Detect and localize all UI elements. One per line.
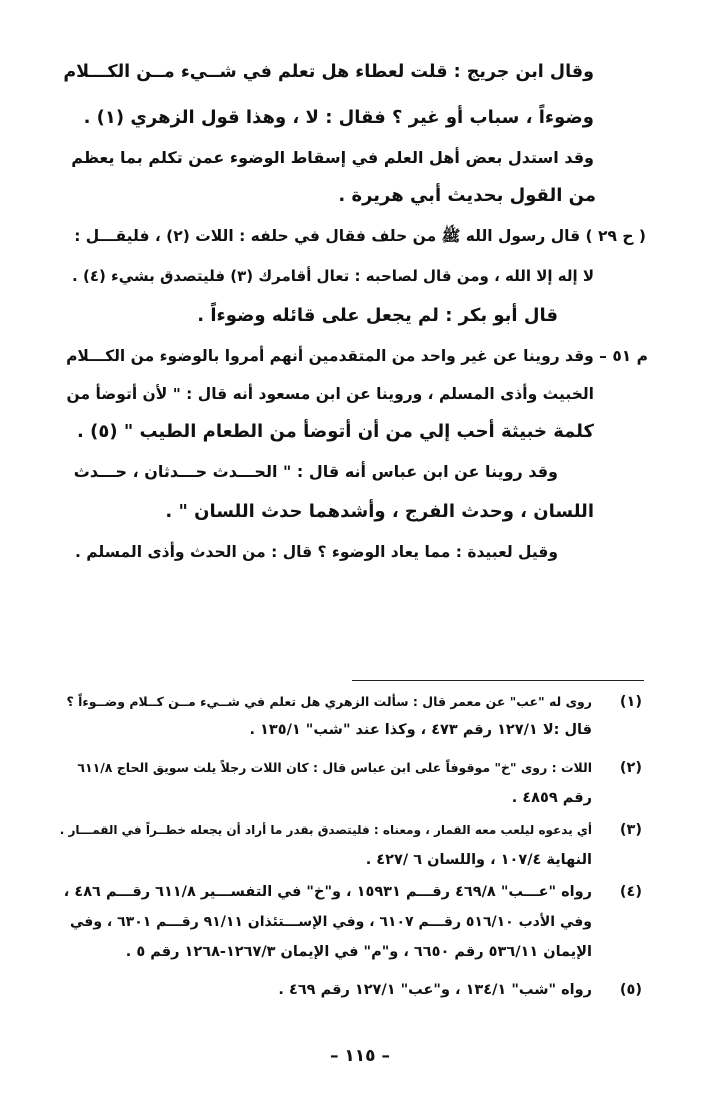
footnote-line: وفي الأدب ٥١٦/١٠ رقـــم ٦١٠٧ ، وفي الإســـتئذان ٩١/١١ رقـــم ٦٣٠١ ، وفي <box>70 914 592 930</box>
footnote-number: (٥) <box>619 982 642 998</box>
footnote-line: قال :لا ١٢٧/١ رقم ٤٧٣ ، وكذا عند "شب" ١٣٥/١ . <box>249 722 592 738</box>
body-line: من القول بحديث أبي هريرة . <box>338 185 596 206</box>
body-line: وقد استدل بعض أهل العلم في إسقاط الوضوء عمن تكلم بما يعظم <box>71 148 594 167</box>
footnote-number: (٤) <box>619 884 642 900</box>
body-line: ( ح ٢٩ ) قال رسول الله ﷺ من حلف فقال في حلفه : اللات (٢) ، فليقـــل : <box>74 227 646 245</box>
footnote-separator <box>352 680 644 681</box>
body-line: وقيل لعبيدة : مما يعاد الوضوء ؟ قال : من الحدث وأذى المسلم . <box>74 543 558 561</box>
body-line: الخبيث وأذى المسلم ، وروينا عن ابن مسعود أنه قال : " لأن أتوضأ من <box>66 385 594 403</box>
body-line: اللسان ، وحدث الفرج ، وأشدهما حدث اللسان " . <box>165 501 594 522</box>
footnote-line: الإيمان ٥٣٦/١١ رقم ٦٦٥٠ ، و"م" في الإيمان ١٢٦٧/٣-١٢٦٨ رقم ٥ . <box>125 944 592 960</box>
footnote-line: النهاية ١٠٧/٤ ، واللسان ٦ /٤٢٧ . <box>365 852 592 868</box>
body-line: وقال ابن جريج : قلت لعطاء هل تعلم في شــيء مــن الكـــلام <box>63 62 594 82</box>
footnote-number: (٣) <box>619 822 642 838</box>
body-line: كلمة خبيثة أحب إلي من أن أتوضأ من الطعام الطيب " (٥) . <box>77 421 594 442</box>
page-number: – ١١٥ – <box>330 1046 390 1066</box>
footnote-line: رواه "عـــب" ٤٦٩/٨ رقـــم ١٥٩٣١ ، و"خ" في التفســـير ٦١١/٨ رقـــم ٤٨٦ ، <box>63 884 592 900</box>
body-line: م ٥١ – وقد روينا عن غير واحد من المتقدمين أنهم أمروا بالوضوء من الكـــلام <box>66 347 648 365</box>
footnote-line: روى له "عب" عن معمر قال : سألت الزهري هل تعلم في شــيء مــن كــلام وضــوءاً ؟ <box>66 694 592 709</box>
body-line: قال أبو بكر : لم يجعل على قائله وضوءاً . <box>197 305 558 326</box>
footnote-line: أي يدعوه ليلعب معه القمار ، ومعناه : فليتصدق بقدر ما أراد أن يجعله خطــراً في القمـــار . <box>59 823 592 837</box>
footnote-number: (٢) <box>619 760 642 776</box>
footnote-line: رقم ٤٨٥٩ . <box>511 790 592 806</box>
footnote-line: رواه "شب" ١٣٤/١ ، و"عب" ١٢٧/١ رقم ٤٦٩ . <box>278 982 592 998</box>
body-line: لا إله إلا الله ، ومن قال لصاحبه : تعال أقامرك (٣) فليتصدق بشيء (٤) . <box>72 267 594 285</box>
body-line: وضوءاً ، سباب أو غير ؟ فقال : لا ، وهذا قول الزهري (١) . <box>83 107 594 128</box>
body-line: وقد روينا عن ابن عباس أنه قال : " الحـــدث حـــدثان ، حـــدث <box>73 462 558 481</box>
footnote-line: اللات : روى "خ" موقوفاً على ابن عباس قال : كان اللات رجلاً يلت سويق الحاج ٦١١/٨ <box>77 760 592 775</box>
footnote-number: (١) <box>619 694 642 710</box>
